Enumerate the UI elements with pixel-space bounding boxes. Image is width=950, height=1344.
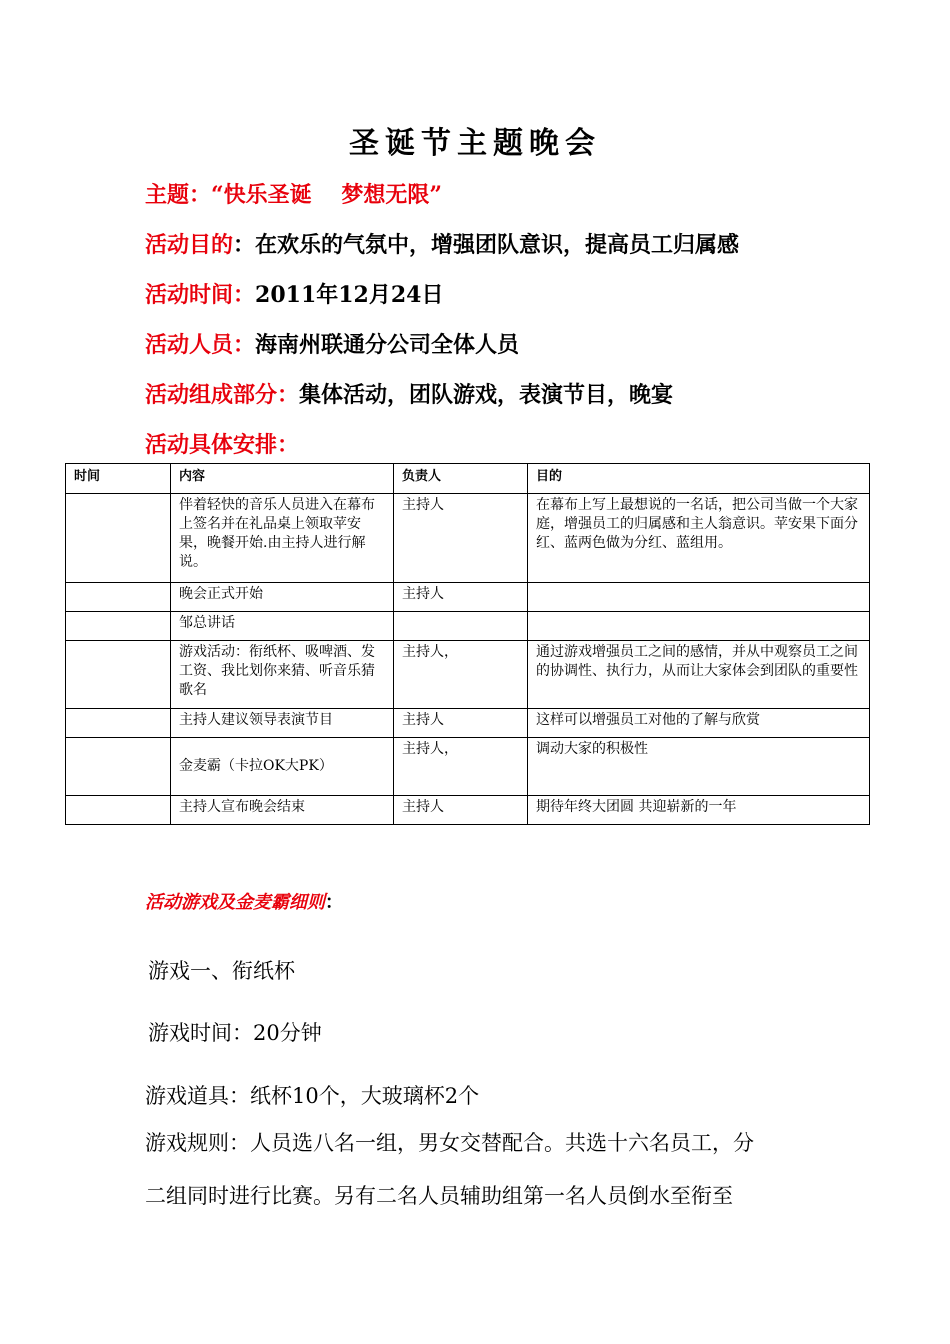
cell-owner: 主持人 — [394, 583, 528, 612]
game1-time: 游戏时间：20分钟 — [148, 1021, 322, 1045]
cell-purpose: 在幕布上写上最想说的一名话，把公司当做一个大家庭，增强员工的归属感和主人翁意识。苹安果下面分红、蓝两色做为分红、蓝组用。 — [528, 494, 870, 583]
cell-owner: 主持人， — [394, 641, 528, 709]
purpose-label: 活动目的 — [145, 232, 234, 258]
cell-purpose: 期待年终大团圆 共迎崭新的一年 — [528, 796, 870, 825]
table-header-row — [66, 464, 870, 494]
cell-time — [66, 709, 171, 738]
theme-line — [145, 178, 442, 209]
cell-owner: 主持人 — [394, 796, 528, 825]
game1-props: 游戏道具：纸杯10个，大玻璃杯2个 — [145, 1084, 480, 1108]
cell-time — [66, 738, 171, 796]
cell-content: 游戏活动：衔纸杯、吸啤酒、发工资、我比划你来猜、听音乐猜歌名 — [171, 641, 394, 709]
cell-owner — [394, 612, 528, 641]
cell-content: 主持人建议领导表演节目 — [171, 709, 394, 738]
game1-rules-line2: 二组同时进行比赛。另有二名人员辅助组第一名人员倒水至衔至 — [145, 1184, 733, 1208]
cell-purpose — [528, 612, 870, 641]
cell-owner: 主持人 — [394, 494, 528, 583]
time-value: 2011年12月24日 — [255, 282, 444, 308]
table-row — [66, 612, 870, 641]
header-time: 时间 — [66, 464, 171, 494]
cell-owner: 主持人 — [394, 709, 528, 738]
time-label: 活动时间： — [145, 282, 256, 308]
cell-content: 晚会正式开始 — [171, 583, 394, 612]
table-row — [66, 583, 870, 612]
theme-value: “快乐圣诞 梦想无限” — [211, 182, 442, 208]
schedule-heading — [145, 428, 299, 459]
table-row — [66, 738, 870, 796]
header-owner: 负责人 — [394, 464, 528, 494]
staff-line — [145, 328, 519, 359]
cell-time — [66, 494, 171, 583]
games-section-title — [145, 888, 343, 914]
table-row — [66, 796, 870, 825]
cell-purpose: 通过游戏增强员工之间的感情，并从中观察员工之间的协调性、执行力，从而让大家体会到团队的重要性 — [528, 641, 870, 709]
cell-time — [66, 612, 171, 641]
components-label: 活动组成部分： — [145, 382, 300, 408]
table-row — [66, 709, 870, 738]
cell-owner: 主持人， — [394, 738, 528, 796]
table-row — [66, 641, 870, 709]
cell-purpose: 调动大家的积极性 — [528, 738, 870, 796]
components-line — [145, 378, 673, 409]
game1-name: 游戏一、衔纸杯 — [148, 959, 295, 983]
header-purpose: 目的 — [528, 464, 870, 494]
document-title: 圣诞节主题晚会 — [349, 126, 601, 161]
cell-time — [66, 583, 171, 612]
cell-content: 伴着轻快的音乐人员进入在幕布上签名并在礼品桌上领取苹安果，晚餐开始.由主持人进行解说。 — [171, 494, 394, 583]
cell-content: 主持人宣布晚会结束 — [171, 796, 394, 825]
game1-rules-line1: 游戏规则：人员选八名一组，男女交替配合。共选十六名员工，分 — [145, 1131, 754, 1155]
cell-purpose — [528, 583, 870, 612]
cell-time — [66, 796, 171, 825]
schedule-label: 活动具体安排： — [145, 432, 300, 458]
purpose-line — [145, 228, 739, 259]
cell-content: 邹总讲话 — [171, 612, 394, 641]
time-line — [145, 278, 443, 309]
cell-time — [66, 641, 171, 709]
games-title-colon: ： — [325, 892, 343, 913]
purpose-value: ：在欢乐的气氛中，增强团队意识，提高员工归属感 — [233, 232, 740, 258]
staff-label: 活动人员： — [145, 332, 256, 358]
cell-purpose: 这样可以增强员工对他的了解与欣赏 — [528, 709, 870, 738]
cell-content: 金麦霸（卡拉OK大PK） — [171, 738, 394, 796]
components-value: 集体活动，团队游戏，表演节目，晚宴 — [299, 382, 674, 408]
staff-value: 海南州联通分公司全体人员 — [255, 332, 520, 358]
table-row — [66, 494, 870, 583]
schedule-table — [65, 463, 870, 825]
header-content: 内容 — [171, 464, 394, 494]
theme-label: 主题： — [145, 182, 212, 208]
games-title-text: 活动游戏及金麦霸细则 — [145, 892, 325, 913]
